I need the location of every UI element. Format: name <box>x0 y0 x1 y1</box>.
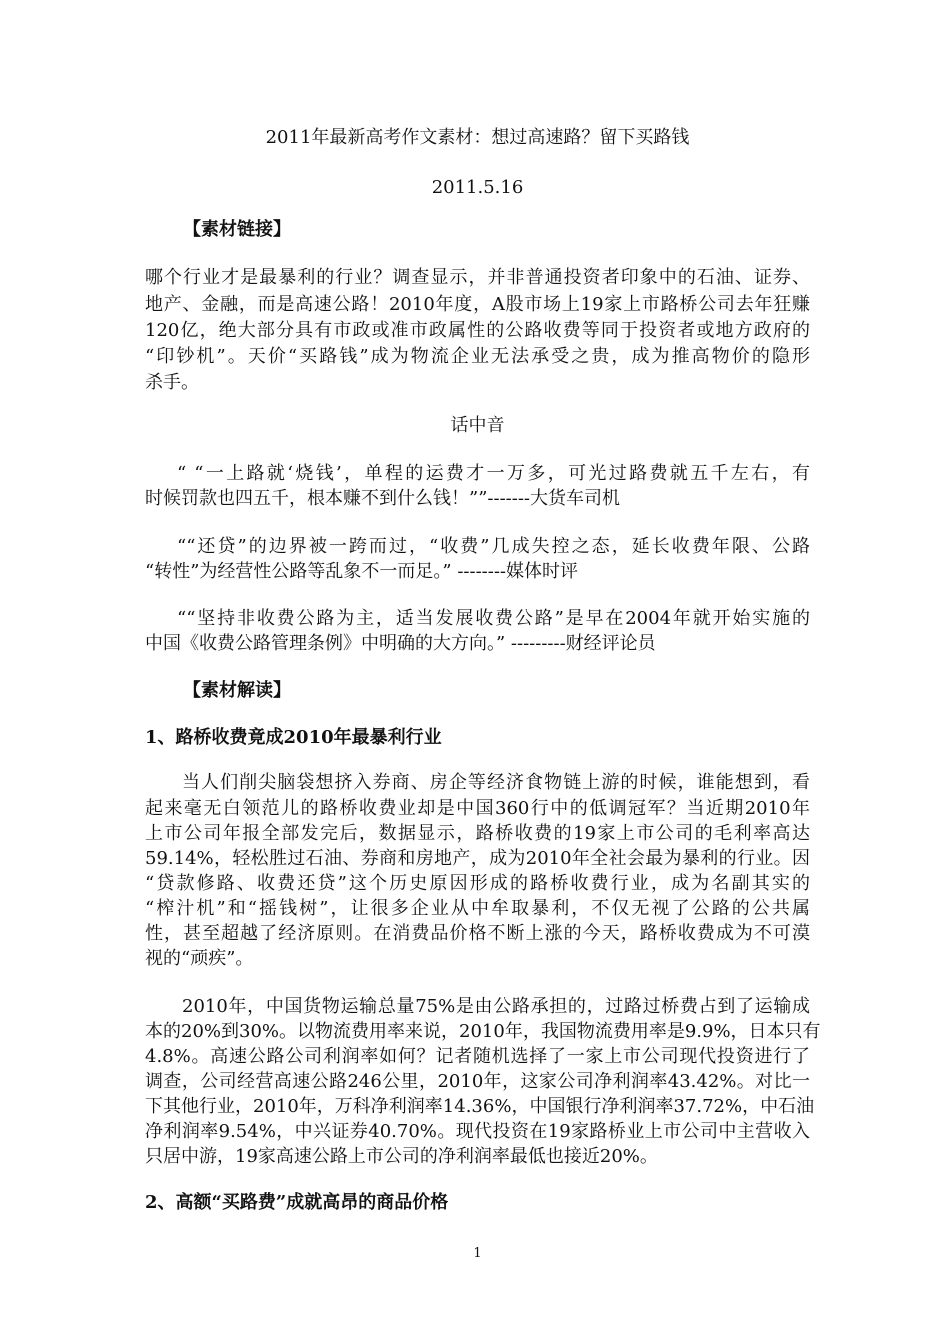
paragraph-line: 2010年，中国货物运输总量75%是由公路承担的，过路过桥费占到了运输成 <box>182 996 810 1017</box>
section-link-heading: 【素材链接】 <box>183 219 291 240</box>
subheading-2: 2、高额“买路费”成就高昂的商品价格 <box>145 1192 449 1213</box>
intro-line: 杀手。 <box>145 372 199 393</box>
paragraph-line: 上市公司年报全部发完后，数据显示，路桥收费的19家上市公司的毛利率高达 <box>145 823 810 844</box>
intro-line: 哪个行业才是最暴利的行业？调查显示，并非普通投资者印象中的石油、证券、 <box>145 267 810 288</box>
paragraph-line: 本的20%到30%。以物流费用率来说，2010年，我国物流费用率是9.9%，日本只有 <box>145 1021 821 1042</box>
quote-line: ““坚持非收费公路为主，适当发展收费公路”是早在2004年就开始实施的 <box>177 608 810 629</box>
paragraph-line: 当人们削尖脑袋想挤入券商、房企等经济食物链上游的时候，谁能想到，看 <box>182 772 810 793</box>
quote-line: 中国《收费公路管理条例》中明确的大方向。” ---------财经评论员 <box>145 633 656 654</box>
paragraph-line: 起来毫无白领范儿的路桥收费业却是中国360行中的低调冠军？当近期2010年 <box>145 798 810 819</box>
paragraph-line: 下其他行业，2010年，万科净利润率14.36%，中国银行净利润率37.72%，中石油 <box>145 1096 815 1117</box>
paragraph-line: 性，甚至超越了经济原则。在消费品价格不断上涨的今天，路桥收费成为不可漠 <box>145 923 810 944</box>
paragraph-line: 只居中游，19家高速公路上市公司的净利润率最低也接近20%。 <box>145 1146 658 1167</box>
quote-line: “转性”为经营性公路等乱象不一而足。” --------媒体时评 <box>145 561 578 582</box>
paragraph-line: 调查，公司经营高速公路246公里，2010年，这家公司净利润率43.42%。对比一 <box>145 1071 810 1092</box>
intro-line: 地产、金融，而是高速公路！2010年度，A股市场上19家上市路桥公司去年狂赚 <box>145 294 810 315</box>
paragraph-line: 4.8%。高速公路公司利润率如何？记者随机选择了一家上市公司现代投资进行了 <box>145 1046 810 1067</box>
paragraph-line: 视的“顽疾”。 <box>145 948 254 969</box>
paragraph-line: “贷款修路、收费还贷”这个历史原因形成的路桥收费行业，成为名副其实的 <box>145 873 810 894</box>
section-analysis-heading: 【素材解读】 <box>183 680 291 701</box>
subheading-1: 1、路桥收费竟成2010年最暴利行业 <box>145 727 442 748</box>
intro-line: “印钞机”。天价“买路钱”成为物流企业无法承受之贵，成为推高物价的隐形 <box>145 346 810 367</box>
quote-line: “ “一上路就‘烧钱’，单程的运费才一万多，可光过路费就五千左右，有 <box>177 463 810 484</box>
page-number: 1 <box>473 1246 482 1261</box>
quote-line: ““还贷”的边界被一跨而过，“收费”几成失控之态，延长收费年限、公路 <box>177 536 810 557</box>
paragraph-line: 59.14%，轻松胜过石油、券商和房地产，成为2010年全社会最为暴利的行业。因 <box>145 848 810 869</box>
quote-line: 时候罚款也四五千，根本赚不到什么钱！””-------大货车司机 <box>145 488 620 509</box>
document-title: 2011年最新高考作文素材：想过高速路？留下买路钱 <box>265 127 690 148</box>
document-date: 2011.5.16 <box>431 177 524 198</box>
paragraph-line: 净利润率9.54%，中兴证券40.70%。现代投资在19家路桥业上市公司中主营收入 <box>145 1121 810 1142</box>
quotes-heading: 话中音 <box>450 415 505 436</box>
paragraph-line: “榨汁机”和“摇钱树”，让很多企业从中牟取暴利，不仅无视了公路的公共属 <box>145 898 810 919</box>
intro-line: 120亿，绝大部分具有市政或准市政属性的公路收费等同于投资者或地方政府的 <box>145 320 810 341</box>
document-page <box>145 0 821 1344</box>
